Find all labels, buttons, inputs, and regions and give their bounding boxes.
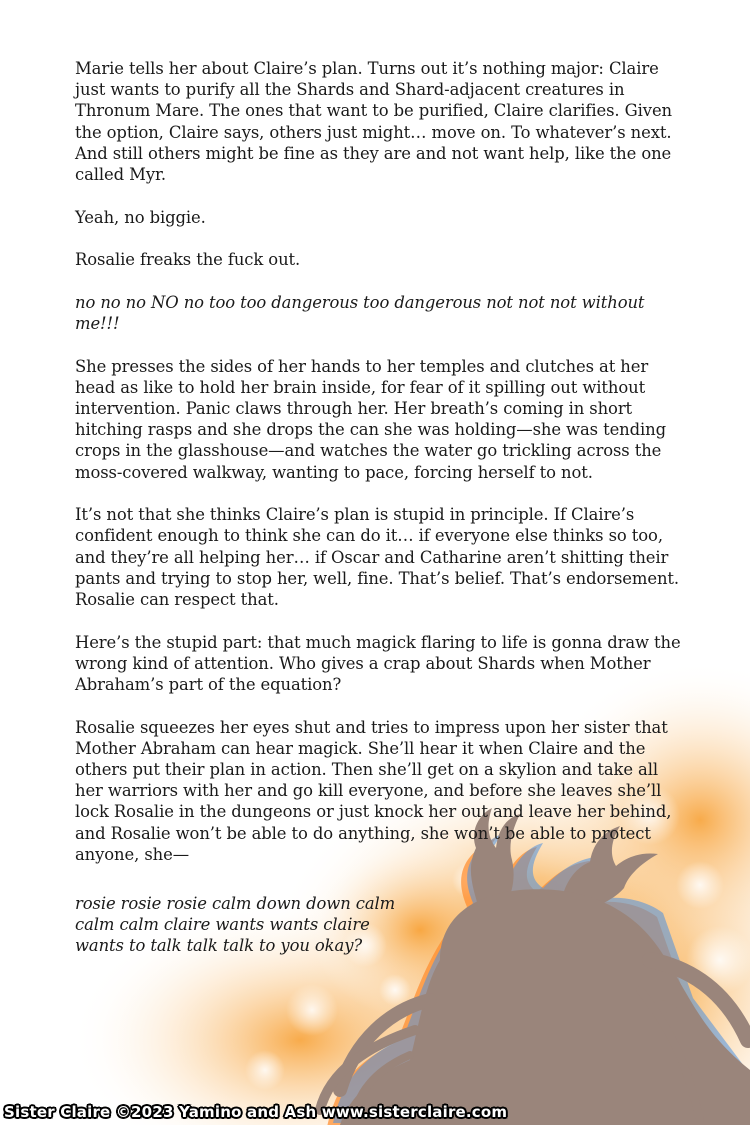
story-text — [75, 58, 685, 978]
paragraph-mother-abraham: Rosalie squeezes her eyes shut and tries to impress upon her sister that Mother Abraham can hear magick. She’ll hear it when Claire and the others put their plan in action. Then she’ll get on a skylion and take all her warriors with her and go kill everyone, and before she leaves she’ll lock Rosalie in the dungeons or just knock her out and leave her behind, and Rosalie won’t be able to do anything, she won’t be able to protect anyone, she— — [75, 717, 672, 864]
paragraph-no-biggie: Yeah, no biggie. — [75, 207, 206, 227]
paragraph-freaks-out: Rosalie freaks the fuck out. — [75, 250, 301, 270]
poem-line: wants to talk talk talk to you okay? — [75, 936, 363, 956]
paragraph-belief: It’s not that she thinks Claire’s plan is stupid in principle. If Claire’s confident enough to think she can do it… if everyone else thinks so too, and they’re all helping her… if Oscar and Catharine aren’t shitting their pants and trying to stop her, well, fine. That’s belief. That’s endorsement. Rosalie can respect that. — [75, 505, 679, 610]
paragraph-inner-voice: no no no NO no too too dangerous too dangerous not not not without me!!! — [75, 292, 645, 333]
poem-line: rosie rosie rosie calm down down calm — [75, 894, 396, 914]
paragraph-stupid-part: Here’s the stupid part: that much magick flaring to life is gonna draw the wrong kind of attention. Who gives a crap about Shards when Mother Abraham’s part of the equation? — [75, 632, 681, 695]
poem-line: calm calm claire wants wants claire — [75, 915, 370, 935]
paragraph-claire-plan: Marie tells her about Claire’s plan. Turns out it’s nothing major: Claire just wants to purify all the Shards and Shard-adjacent creatures in Thronum Mare. The ones that want to be purified, Claire clarifies. Given the option, Claire says, others just might… move on. To whatever’s next. And still others might be fine as they are and not want help, like the one called Myr. — [75, 59, 672, 185]
copyright-footer: Sister Claire ©2023 Yamino and Ash www.sisterclaire.com — [4, 1103, 508, 1121]
marie-telepathy-lines — [75, 893, 685, 957]
paragraph-panic: She presses the sides of her hands to her temples and clutches at her head as like to hold her brain inside, for fear of it spilling out without intervention. Panic claws through her. Her breath’s coming in short hitching rasps and she drops the can she was holding—she was tending crops in the glasshouse—and watches the water go trickling across the moss-covered walkway, wanting to pace, forcing herself to not. — [75, 356, 667, 482]
